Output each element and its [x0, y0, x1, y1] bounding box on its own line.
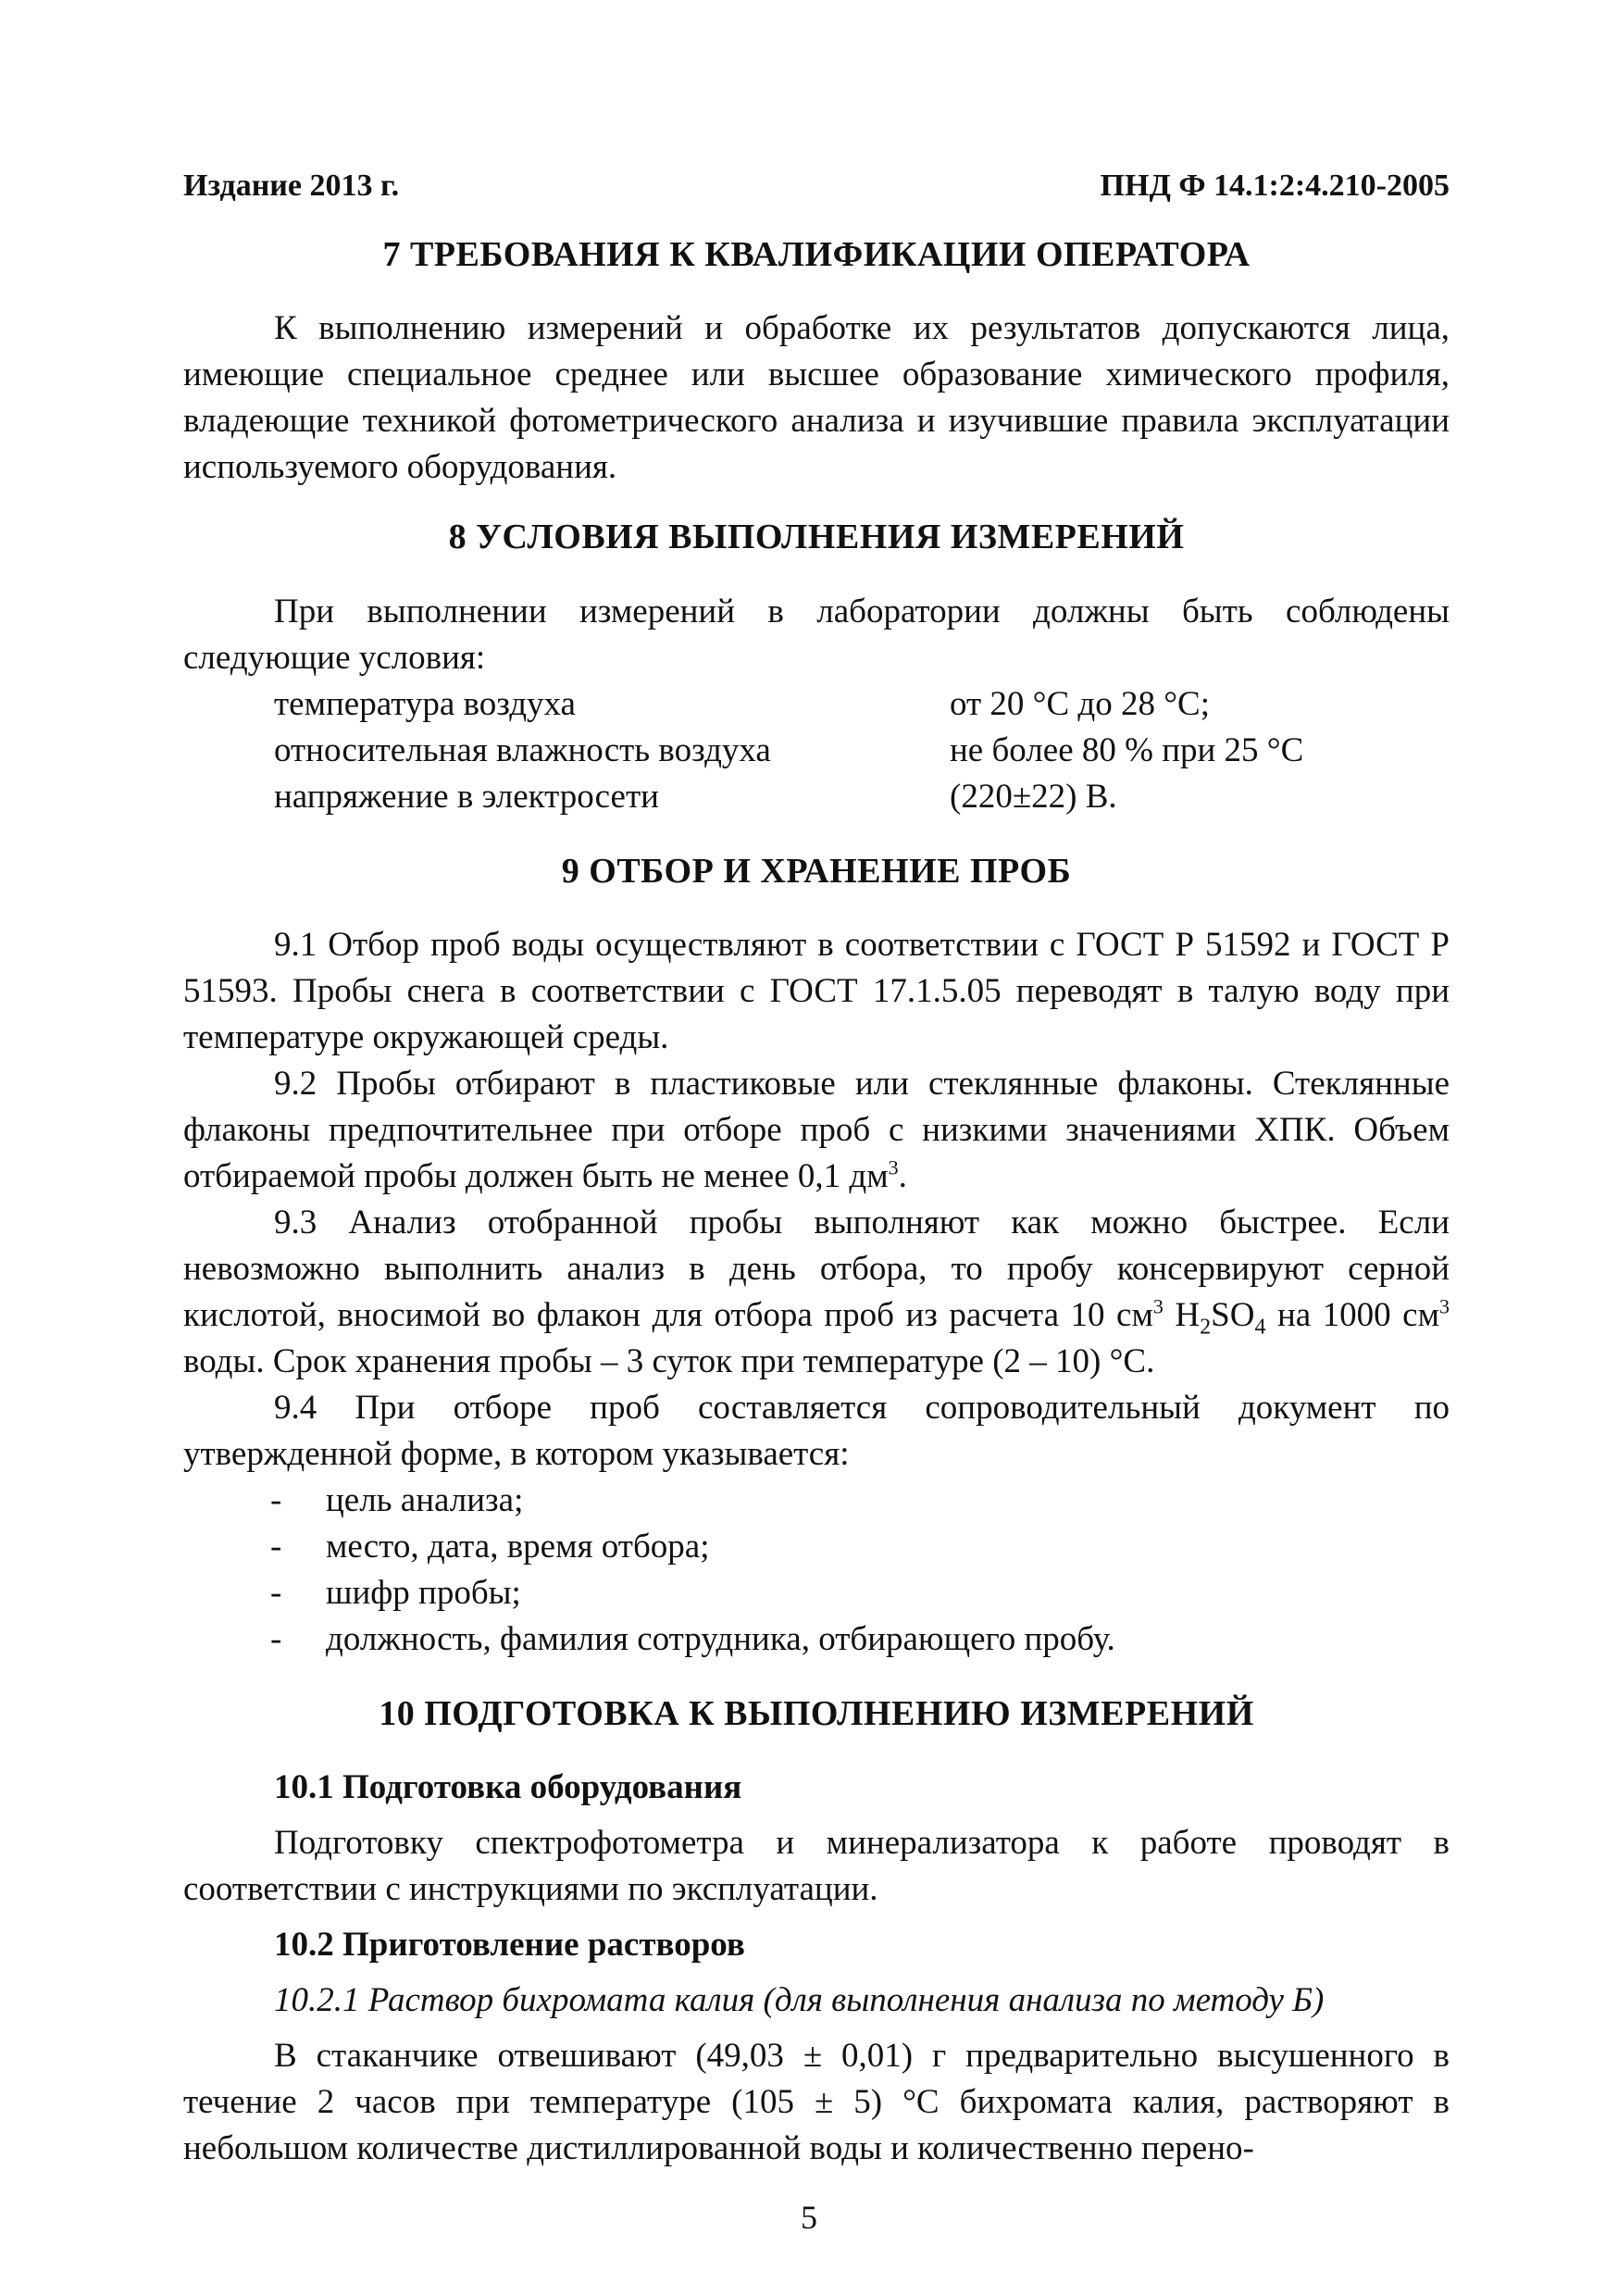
condition-row — [274, 728, 1450, 774]
condition-name: напряжение в электросети — [274, 778, 659, 816]
list-item-text: шифр пробы; — [326, 1574, 521, 1612]
paragraph-9-1: 9.1 Отбор проб воды осуществляют в соответствии с ГОСТ Р 51592 и ГОСТ Р 51593. Пробы снега в соответствии с ГОСТ 17.1.5.05 переводят в талую воду при температуре окружающей среды. — [183, 926, 1450, 1056]
condition-value: не более 80 % при 25 °С — [950, 731, 1304, 769]
paragraph-9-3: 9.3 Анализ отобранной пробы выполняют как можно быстрее. Если невозможно выполнить анализ в день отбора, то пробу консервируют серной кислотой, вносимой во флакон для отбора проб из расчета 10 $см^3$ $H_2SO_4$ на 1000 $см^3$ воды. Срок хранения пробы – 3 суток при температуре (2 – 10) °С. — [183, 1204, 1450, 1380]
subsection-10-1-paragraph: Подготовку спектрофотометра и минерализатора к работе проводят в соответствии с инструкциями по эксплуатации. — [183, 1824, 1450, 1908]
section-8-heading: 8 УСЛОВИЯ ВЫПОЛНЕНИЯ ИЗМЕРЕНИЙ — [448, 518, 1185, 556]
document-code: ПНД Ф 14.1:2:4.210-2005 — [1100, 168, 1450, 203]
section-9-heading: 9 ОТБОР И ХРАНЕНИЕ ПРОБ — [561, 852, 1072, 891]
condition-name: относительная влажность воздуха — [274, 731, 771, 769]
bullet-dash: - — [270, 1574, 282, 1612]
subsection-10-1-heading: 10.1 Подготовка оборудования — [274, 1768, 742, 1806]
list-item-text: цель анализа; — [326, 1481, 524, 1519]
paragraph-9-2: 9.2 Пробы отбирают в пластиковые или стеклянные флаконы. Стеклянные флаконы предпочтительнее при отборе проб с низкими значениями ХПК. Объем отбираемой пробы должен быть не менее 0,1 $дм^3$. — [183, 1065, 1450, 1195]
condition-value: от 20 °С до 28 °С; — [950, 685, 1210, 723]
condition-name: температура воздуха — [274, 685, 576, 723]
subsection-10-2-heading: 10.2 Приготовление растворов — [274, 1926, 745, 1964]
bullet-dash: - — [270, 1620, 282, 1658]
subsection-10-2-1-paragraph: В стаканчике отвешивают (49,03 ± 0,01) г предварительно высушенного в течение 2 часов при температуре (105 ± 5) °С бихромата калия, растворяют в небольшом количестве дистиллированной воды и количественно перено- — [183, 2037, 1450, 2167]
condition-value: (220±22) В. — [950, 778, 1117, 816]
bullet-dash: - — [270, 1528, 282, 1566]
section-7-paragraph: К выполнению измерений и обработке их результатов допускаются лица, имеющие специальное среднее или высшее образование химического профиля, владеющие техникой фотометрического анализа и изучившие правила эксплуатации используемого оборудования. — [183, 309, 1450, 486]
list-item-text: должность, фамилия сотрудника, отбирающего пробу. — [326, 1620, 1115, 1658]
edition-label: Издание 2013 г. — [183, 168, 400, 203]
bullet-dash: - — [270, 1481, 282, 1519]
page-number: 5 — [801, 2199, 817, 2236]
section-7-heading: 7 ТРЕБОВАНИЯ К КВАЛИФИКАЦИИ ОПЕРАТОРА — [382, 235, 1251, 274]
condition-row — [274, 774, 1450, 820]
subsection-10-2-1-heading: 10.2.1 Раствор бихромата калия (для выполнения анализа по методу Б) — [274, 1981, 1325, 2019]
list-item-text: место, дата, время отбора; — [326, 1528, 710, 1566]
section-10-heading: 10 ПОДГОТОВКА К ВЫПОЛНЕНИЮ ИЗМЕРЕНИЙ — [379, 1694, 1254, 1733]
section-8-intro: При выполнении измерений в лаборатории должны быть соблюдены следующие условия: — [183, 593, 1450, 677]
condition-row — [274, 681, 1450, 728]
paragraph-9-4: 9.4 При отборе проб составляется сопроводительный документ по утвержденной форме, в котором указывается: — [183, 1389, 1450, 1473]
